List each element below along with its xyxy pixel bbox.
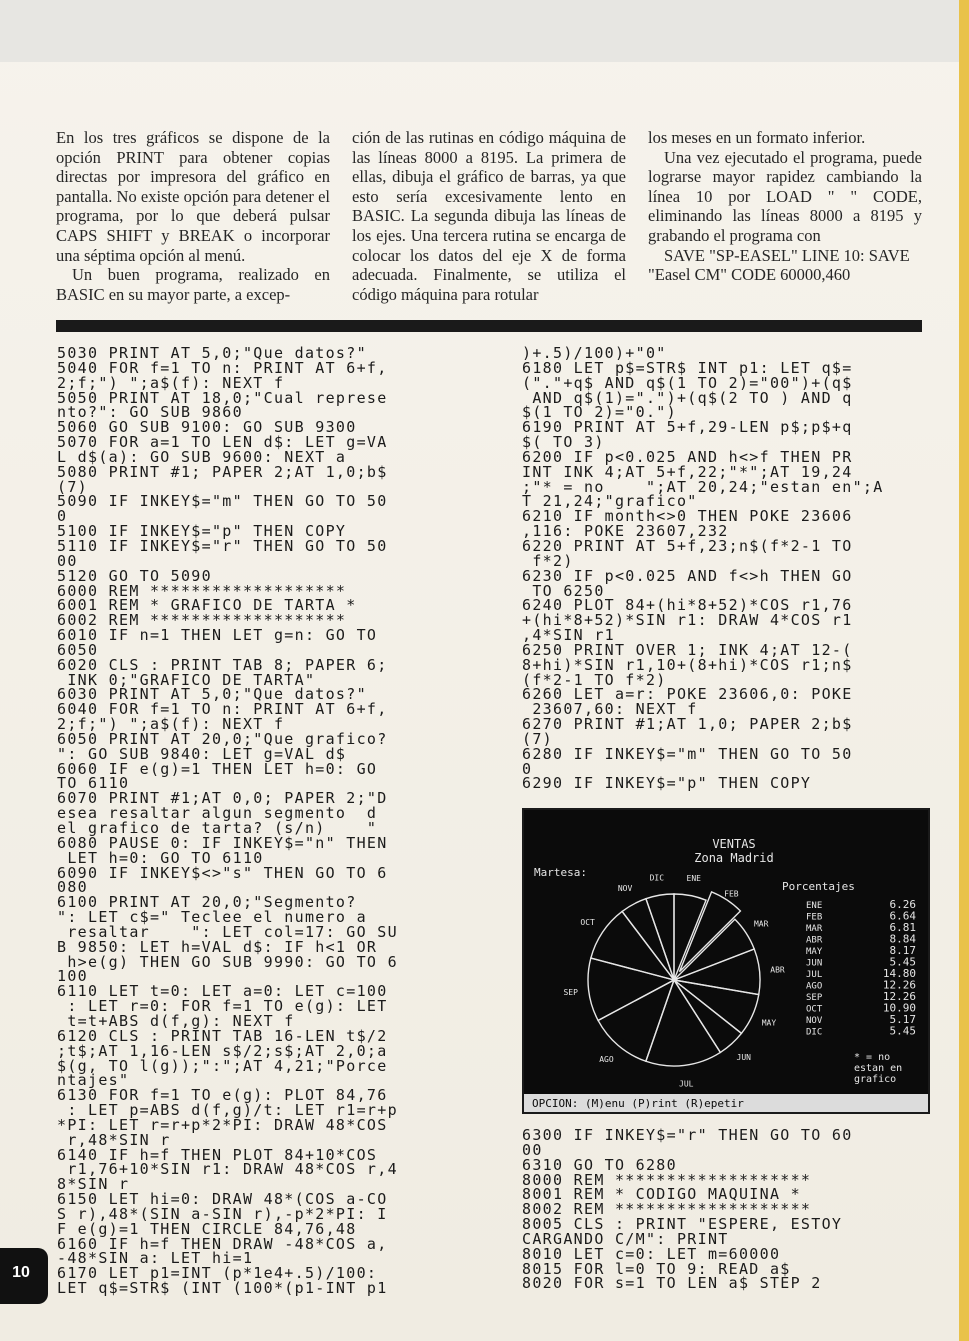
code-line: ": GO SUB 9840: LET g=VAL d$ [57,744,347,763]
paragraph: SAVE "SP-EASEL" LINE 10: SAVE "Easel CM" CODE 60000,460 [648,245,910,285]
legend-month: JUL [806,970,823,980]
code-line: 6050 PRINT AT 20,0;"Que grafico? [57,729,388,748]
pie-slice [646,980,721,1066]
code-line: 6050 [57,640,99,659]
code-line: ntajes" [57,1071,130,1090]
pie-chart [563,873,784,1088]
code-line: LET q$=STR$ (INT (100*(p1-INT p1 [57,1279,388,1298]
code-line: 6180 LET p$=STR$ INT p1: LET q$= [522,358,853,377]
code-line: 5040 FOR f=1 TO n: PRINT AT 6+f, [57,358,388,377]
code-line: r1,76+10*SIN r1: DRAW 48*COS r,4 [57,1160,398,1179]
code-line: : LET p=ABS d(f,g)/t: LET r1=r+p [57,1101,398,1120]
code-line: )+.5)/100)+"0" [522,344,667,362]
code-line: 5050 PRINT AT 18,0;"Cual represe [57,388,388,407]
code-line: 6140 IF h=f THEN PLOT 84+10*COS [57,1145,378,1164]
code-line: 23607,60: NEXT f [522,700,698,719]
percent-legend [806,898,916,1038]
code-line: 8005 CLS : PRINT "ESPERE, ESTOY [522,1215,843,1234]
legend-month: OCT [806,1004,823,1015]
pie-slice [674,980,759,1033]
article-column-2 [352,128,626,318]
code-line: S r),48*(SIN a-SIN r),-p*2*PI: I [57,1204,388,1223]
legend-month: ENE [806,901,823,911]
code-line: CARGANDO C/M": PRINT [522,1229,729,1248]
legend-value: 12.26 [882,990,916,1003]
code-line: INT INK 4;AT 5+f,22;"*";AT 19,24 [522,462,853,481]
pie-slice [680,892,741,972]
code-line: 0 [522,759,533,778]
page-number: 10 [12,1264,30,1281]
code-line: (7) [57,477,88,496]
pie-slice [674,894,706,980]
article-text [56,128,922,318]
code-line: esea resaltar algun segmento d [57,804,378,823]
code-line: ,116: POKE 23607,232 [522,522,729,541]
screen-capture-pie-chart [522,808,930,1114]
legend-month: MAY [806,947,823,957]
code-line: 080 [57,878,88,897]
code-line: (7) [522,729,553,748]
code-line: ": LET c$=" Teclee el numero a [57,908,367,927]
legend-value: 6.64 [889,909,916,923]
code-line: 100 [57,967,88,986]
code-line: 6010 IF n=1 THEN LET g=n: GO TO [57,626,378,645]
legend-value: 6.26 [889,898,916,911]
code-line: 6310 GO TO 6280 [522,1155,677,1174]
code-line: -48*SIN a: LET hi=1 [57,1249,254,1268]
top-margin-band [0,0,969,62]
code-line: $(g, TO l(g));":";AT 4,21;"Porce [57,1056,388,1075]
code-line: B 9850: LET h=VAL d$: IF h<1 OR [57,937,378,956]
pie-slice-label: ABR [770,965,785,975]
legend-month: AGO [806,981,823,992]
pie-slice-label: ENE [686,873,701,883]
pie-slice [588,958,674,1020]
code-line: 6030 PRINT AT 5,0;"Que datos?" [57,685,367,704]
code-line: 6260 LET a=r: POKE 23606,0: POKE [522,685,853,704]
legend-month: ABR [806,935,823,946]
paragraph: Un buen programa, realizado en BASIC en su mayor parte, a excep- [56,265,330,304]
code-line: L d$(a): GO SUB 9600: NEXT a [57,447,347,466]
code-line: 5070 FOR a=1 TO LEN d$: LET g=VA [57,433,388,452]
pie-slice-label: AGO [599,1055,614,1065]
code-line: 5110 IF INKEY$="r" THEN GO TO 50 [57,536,388,555]
code-line: 5120 GO TO 5090 [57,566,212,585]
code-line: 5100 IF INKEY$="p" THEN COPY [57,522,347,541]
basic-listing-right-top [522,346,884,791]
screen-menu: OPCION: (M)enu (P)rint (R)epetir [532,1097,744,1110]
code-line: resaltar ": LET col=17: GO SU [57,922,398,941]
pie-slice-label: JUL [679,1079,694,1089]
code-line: +(hi*8+52)*SIN r1: DRAW 4*COS r1 [522,611,853,630]
legend-month: FEB [806,912,823,923]
section-divider [56,320,922,332]
code-line: 5090 IF INKEY$="m" THEN GO TO 50 [57,492,388,511]
basic-listing-right-bottom [522,1128,853,1291]
code-line: 6020 CLS : PRINT TAB 8; PAPER 6; [57,655,388,674]
code-line: ;"* = no ";AT 20,24;"estan en";A [522,477,884,496]
pie-slice [646,894,674,980]
article-column-1 [56,128,330,318]
article-column-3 [648,128,922,318]
code-line: 2;f;") ";a$(f): NEXT f [57,715,285,734]
code-line: 8*SIN r [57,1175,130,1194]
code-line: h>e(g) THEN GO SUB 9990: GO TO 6 [57,952,398,971]
legend-value: 8.84 [889,932,916,946]
code-line: 6160 IF h=f THEN DRAW -48*COS a, [57,1234,388,1253]
code-line: : LET r=0: FOR f=1 TO e(g): LET [57,997,388,1016]
paragraph: Una vez ejecutado el programa, puede lograrse mayor rapidez cambiando la línea 10 por LOAD " " CODE, eliminando las líneas 8000 a 8195 y grabando el programa con [648,147,922,245]
code-line: nto?": GO SUB 9860 [57,403,243,422]
pie-slice [674,980,741,1052]
legend-value: 5.17 [889,1013,916,1026]
code-line: 0 [57,507,68,526]
screen-note-3: grafico [854,1074,897,1085]
code-line: 6000 REM ******************* [57,581,347,600]
legend-month: DIC [806,1027,823,1038]
code-line: 6230 IF p<0.025 AND f<>h THEN GO [522,566,853,585]
screen-right-header: Porcentajes [782,880,855,893]
paragraph: ción de las rutinas en código máquina de las líneas 8000 a 8195. La primera de ellas, dibuja el gráfico de barras, ya que esto sería excesivamente lento en BASIC. La segunda dibuja las líneas de los ejes. Una tercera rutina se encarga de colocar los datos del eje X de forma adecuada. Finalmente, se utiliza el código máquina para rotular [352,128,626,304]
pie-slice-label: FEB [724,889,739,899]
code-line: 6080 PAUSE 0: IF INKEY$="n" THEN [57,833,388,852]
code-line: $( TO 3) [522,433,605,452]
code-line: 6220 PRINT AT 5+f,23;n$(f*2-1 TO [522,536,853,555]
code-line: 5080 PRINT #1; PAPER 2;AT 1,0;b$ [57,462,388,481]
code-line: 6100 PRINT AT 20,0;"Segmento? [57,893,357,912]
code-line: LET h=0: GO TO 6110 [57,848,264,867]
legend-value: 10.90 [882,1001,916,1015]
code-line: 6150 LET hi=0: DRAW 48*(COS a-CO [57,1190,388,1209]
code-line: ,4*SIN r1 [522,626,615,645]
code-line: INK 0;"GRAFICO DE TARTA" [57,670,316,689]
screen-note-1: * = no [854,1052,891,1063]
pie-slice-label: MAY [761,1018,777,1028]
pie-slice-label: NOV [617,884,633,894]
code-line: $(1 TO 2)="0.") [522,403,677,422]
code-line: 6130 FOR f=1 TO e(g): PLOT 84,76 [57,1086,388,1105]
code-line: 00 [57,551,78,570]
code-line: 6090 IF INKEY$<>"s" THEN GO TO 6 [57,863,388,882]
paragraph: En los tres gráficos se dispone de la opción PRINT para obtener copias directas por impresora del gráfico en pantalla. No existe opción para detener el programa, por lo que deberá pulsar CAPS SHIFT y BREAK o incorporar una séptima opción al menú. [56,128,330,265]
code-line: 6210 IF month<>0 THEN POKE 23606 [522,507,853,526]
code-line: 6200 IF p<0.025 AND h<>f THEN PR [522,447,853,466]
legend-month: JUN [806,958,823,969]
code-line: 8010 LET c=0: LET m=60000 [522,1244,781,1263]
code-line: 8015 FOR l=0 TO 9: READ a$ [522,1259,791,1278]
pie-slice-label: OCT [580,918,595,928]
code-line: 5030 PRINT AT 5,0;"Que datos?" [57,344,367,362]
legend-value: 12.26 [882,978,916,992]
legend-month: MAR [806,924,823,934]
code-line: 8+hi)*SIN r1,10+(8+hi)*COS r1;n$ [522,655,853,674]
legend-value: 5.45 [889,1024,916,1038]
code-line: 2;f;") ";a$(f): NEXT f [57,373,285,392]
paragraph: los meses en un formato inferior. [648,128,866,147]
pie-slice-label: MAR [753,919,769,929]
legend-value: 8.17 [889,944,916,957]
code-line: 6060 IF e(g)=1 THEN LET h=0: GO [57,759,378,778]
code-line: 6040 FOR f=1 TO n: PRINT AT 6+f, [57,700,388,719]
code-line: 6280 IF INKEY$="m" THEN GO TO 50 [522,744,853,763]
code-line: F e(g)=1 THEN CIRCLE 84,76,48 [57,1219,357,1238]
code-line: TO 6110 [57,774,130,793]
legend-value: 14.80 [882,967,916,980]
code-line: ("."+q$ AND q$(1 TO 2)="00")+(q$ [522,373,853,392]
code-line: 6120 CLS : PRINT TAB 16-LEN t$/2 [57,1026,388,1045]
pie-slice-label: SEP [563,988,578,998]
legend-month: NOV [806,1016,823,1026]
code-line: 6002 REM ******************* [57,611,347,630]
code-line: el grafico de tarta? (s/n) " [57,819,378,837]
screen-left-label: Martesa: [534,866,587,879]
code-line: 6170 LET p1=INT (p*1e4+.5)/100: [57,1264,378,1283]
pie-slice-label: DIC [649,873,665,883]
pie-chart-screen [524,810,928,1112]
code-line: 8002 REM ******************* [522,1200,812,1219]
code-line: 6001 REM * GRAFICO DE TARTA * [57,596,357,615]
basic-listing-left [57,346,398,1296]
code-line: 6250 PRINT OVER 1; INK 4;AT 12-( [522,640,853,659]
code-line: 8000 REM ******************* [522,1170,812,1189]
code-line: ;t$;AT 1,16-LEN s$/2;s$;AT 2,0;a [57,1041,388,1060]
code-line: 6270 PRINT #1;AT 1,0; PAPER 2;b$ [522,715,853,734]
code-line: t=t+ABS d(f,g): NEXT f [57,1011,295,1030]
code-line: f*2) [522,551,574,570]
page-edge-strip [959,0,969,1341]
code-line: AND q$(1)=".")+(q$(2 TO ) AND q [522,388,853,407]
code-line: 6240 PLOT 84+(hi*8+52)*COS r1,76 [522,596,853,615]
legend-month: SEP [806,993,823,1003]
screen-subtitle: Zona Madrid [694,851,774,865]
screen-note-2: estan en [854,1063,903,1074]
pie-slice [598,980,674,1061]
screen-title: VENTAS [712,837,756,851]
code-line: 6190 PRINT AT 5+f,29-LEN p$;p$+q [522,418,853,437]
code-line: 00 [522,1140,543,1159]
code-line: 6070 PRINT #1;AT 0,0; PAPER 2;"D [57,789,388,808]
code-line: *PI: LET r=r+p*2*PI: DRAW 48*COS [57,1115,388,1134]
code-line: 6300 IF INKEY$="r" THEN GO TO 60 [522,1126,853,1144]
legend-value: 5.45 [889,955,916,969]
code-line: 6290 IF INKEY$="p" THEN COPY [522,774,812,793]
code-line: 8020 FOR s=1 TO LEN a$ STEP 2 [522,1274,822,1293]
legend-value: 6.81 [889,921,916,934]
code-line: 6110 LET t=0: LET a=0: LET c=100 [57,982,388,1001]
code-line: TO 6250 [522,581,605,600]
code-line: 5060 GO SUB 9100: GO SUB 9300 [57,418,357,437]
code-line: (f*2-1 TO f*2) [522,670,667,689]
code-line: T 21,24;"grafico" [522,492,698,511]
pie-slice-label: JUN [736,1053,752,1063]
code-line: 8001 REM * CODIGO MAQUINA * [522,1185,801,1204]
code-line: r,48*SIN r [57,1130,171,1149]
